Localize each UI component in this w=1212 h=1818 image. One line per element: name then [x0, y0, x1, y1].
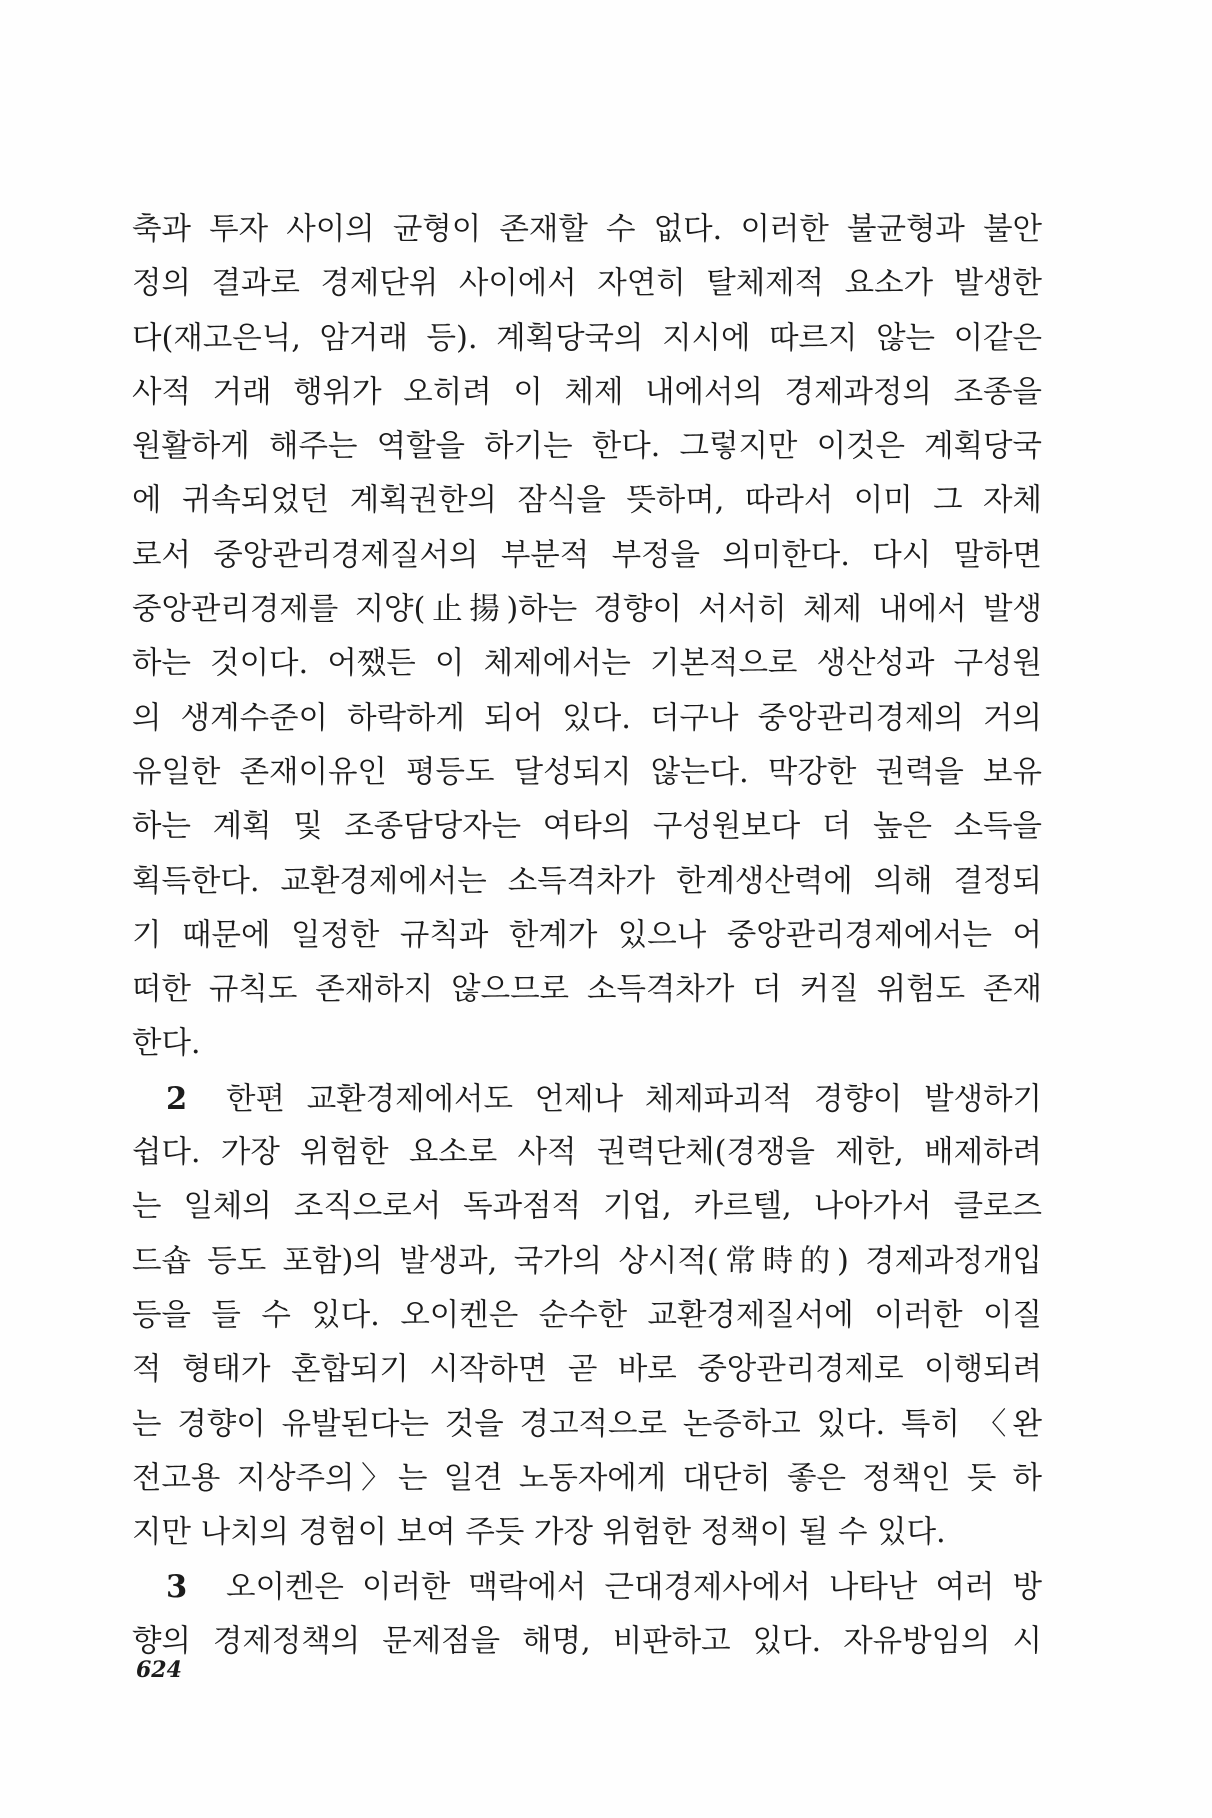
- text-line: 중앙관리경제를 지양(止揚)하는 경향이 서서히 체제 내에서 발생: [132, 592, 1042, 628]
- text-line: 축과 투자 사이의 균형이 존재할 수 없다. 이러한 불균형과 불안: [132, 212, 1042, 247]
- text-line: 전고용 지상주의〉는 일견 노동자에게 대단히 좋은 정책인 듯 하: [132, 1460, 1042, 1496]
- text-line: 한다.: [132, 1026, 201, 1062]
- paragraph-3-first-line: [132, 1560, 1042, 1614]
- text-line: 유일한 존재이유인 평등도 달성되지 않는다. 막강한 권력을 보유: [132, 754, 1042, 790]
- paragraph-number: 3: [166, 1569, 188, 1606]
- text-line: 사적 거래 행위가 오히려 이 체제 내에서의 경제과정의 조종을: [132, 374, 1042, 410]
- paragraph-number: 2: [166, 1080, 188, 1117]
- page-number: 624: [136, 1657, 182, 1683]
- text-line: 하는 것이다. 어쨌든 이 체제에서는 기본적으로 생산성과 구성원: [132, 646, 1042, 682]
- text-line: 적 형태가 혼합되기 시작하면 곧 바로 중앙관리경제로 이행되려: [132, 1352, 1042, 1388]
- text-line: 원활하게 해주는 역할을 하기는 한다. 그렇지만 이것은 계획당국: [132, 429, 1042, 465]
- text-line: 기 때문에 일정한 규칙과 한계가 있으나 중앙관리경제에서는 어: [132, 917, 1042, 953]
- text-line: 쉽다. 가장 위험한 요소로 사적 권력단체(경쟁을 제한, 배제하려: [132, 1135, 1042, 1171]
- text-line: 떠한 규칙도 존재하지 않으므로 소득격차가 더 커질 위험도 존재: [132, 972, 1042, 1008]
- text-line: 획득한다. 교환경제에서는 소득격차가 한계생산력에 의해 결정되: [132, 863, 1042, 899]
- body-text: [132, 203, 1042, 1669]
- text-line: 다(재고은닉, 암거래 등). 계획당국의 지시에 따르지 않는 이같은: [132, 320, 1042, 356]
- text-line: 의 생계수준이 하락하게 되어 있다. 더구나 중앙관리경제의 거의: [132, 700, 1042, 736]
- text-line: 하는 계획 및 조종담당자는 여타의 구성원보다 더 높은 소득을: [132, 809, 1042, 845]
- paragraph-text: 한편 교환경제에서도 언제나 체제파괴적 경향이 발생하기: [226, 1081, 1042, 1117]
- text-line: 드숍 등도 포함)의 발생과, 국가의 상시적(常時的) 경제과정개입: [132, 1243, 1042, 1279]
- text-line: 지만 나치의 경험이 보여 주듯 가장 위험한 정책이 될 수 있다.: [132, 1515, 946, 1551]
- text-line: 정의 결과로 경제단위 사이에서 자연히 탈체제적 요소가 발생한: [132, 266, 1042, 302]
- text-line: 에 귀속되었던 계획권한의 잠식을 뜻하며, 따라서 이미 그 자체: [132, 483, 1042, 519]
- text-line: 는 경향이 유발된다는 것을 경고적으로 논증하고 있다. 특히 〈완: [132, 1406, 1042, 1442]
- text-line: 등을 들 수 있다. 오이켄은 순수한 교환경제질서에 이러한 이질: [132, 1297, 1042, 1333]
- text-line: 는 일체의 조직으로서 독과점적 기업, 카르텔, 나아가서 클로즈: [132, 1189, 1042, 1225]
- text-line: 향의 경제정책의 문제점을 해명, 비판하고 있다. 자유방임의 시: [132, 1623, 1042, 1659]
- paragraph-2-first-line: [132, 1072, 1042, 1126]
- text-line: 로서 중앙관리경제질서의 부분적 부정을 의미한다. 다시 말하면: [132, 537, 1042, 573]
- paragraph-text: 오이켄은 이러한 맥락에서 근대경제사에서 나타난 여러 방: [226, 1570, 1042, 1606]
